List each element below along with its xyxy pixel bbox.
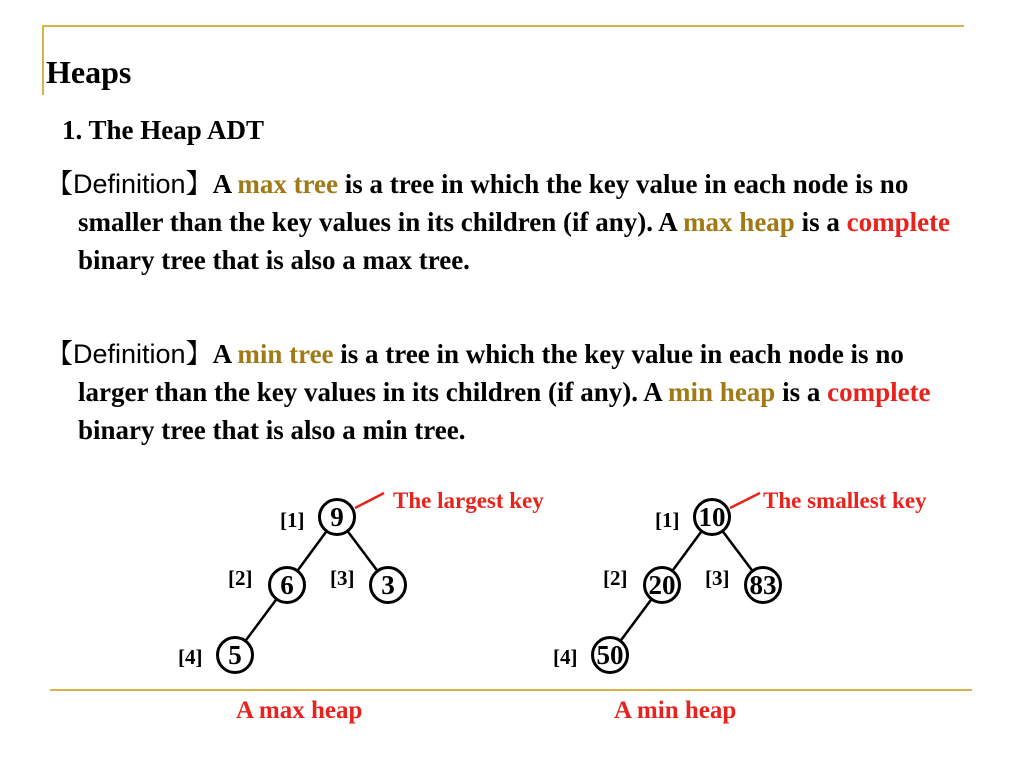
definition-tag: 【Definition】: [46, 339, 213, 369]
bottom-rule: [50, 689, 972, 691]
max-heap-caption: A max heap: [236, 697, 363, 724]
max-heap-index-2: [2]: [228, 566, 253, 590]
term-complete: complete: [846, 207, 951, 237]
min-heap-node-3: 83: [744, 566, 782, 604]
term-max-heap: max heap: [683, 207, 795, 237]
largest-key-annotation: The largest key: [393, 488, 544, 513]
max-heap-node-1: 9: [318, 498, 356, 536]
term-complete: complete: [827, 377, 931, 407]
min-heap-node-2: 20: [643, 566, 681, 604]
smallest-key-pointer: [730, 493, 760, 508]
definition-tag: 【Definition】: [46, 169, 213, 199]
term-max-tree: max tree: [237, 169, 339, 199]
min-heap-node-4: 50: [591, 636, 629, 674]
min-tree-definition: 【Definition】A min tree is a tree in which the key value in each node is no larger than the key values in its children (if any). A min heap is a complete binary tree that is also a min tree.: [46, 339, 931, 445]
term-min-tree: min tree: [237, 339, 334, 369]
min-heap-node-1: 10: [693, 498, 731, 536]
max-heap-node-4: 5: [216, 636, 254, 674]
term-min-heap: min heap: [668, 377, 776, 407]
slide-title: Heaps: [46, 54, 132, 90]
max-tree-definition: 【Definition】A max tree is a tree in which the key value in each node is no smaller than the key values in its children (if any). A max heap is a complete binary tree that is also a max tree.: [46, 169, 951, 275]
max-heap-node-3: 3: [369, 566, 407, 604]
max-heap-node-2: 6: [268, 566, 306, 604]
min-heap-index-2: [2]: [603, 566, 628, 590]
min-heap-index-4: [4]: [553, 645, 578, 669]
max-heap-index-4: [4]: [178, 645, 203, 669]
largest-key-pointer: [355, 493, 384, 508]
max-heap-index-1: [1]: [280, 508, 305, 532]
min-heap-index-3: [3]: [705, 566, 730, 590]
min-heap-index-1: [1]: [655, 508, 680, 532]
min-heap-caption: A min heap: [614, 697, 737, 724]
max-heap-index-3: [3]: [330, 566, 355, 590]
section-heading: 1. The Heap ADT: [62, 115, 265, 145]
smallest-key-annotation: The smallest key: [763, 488, 927, 513]
